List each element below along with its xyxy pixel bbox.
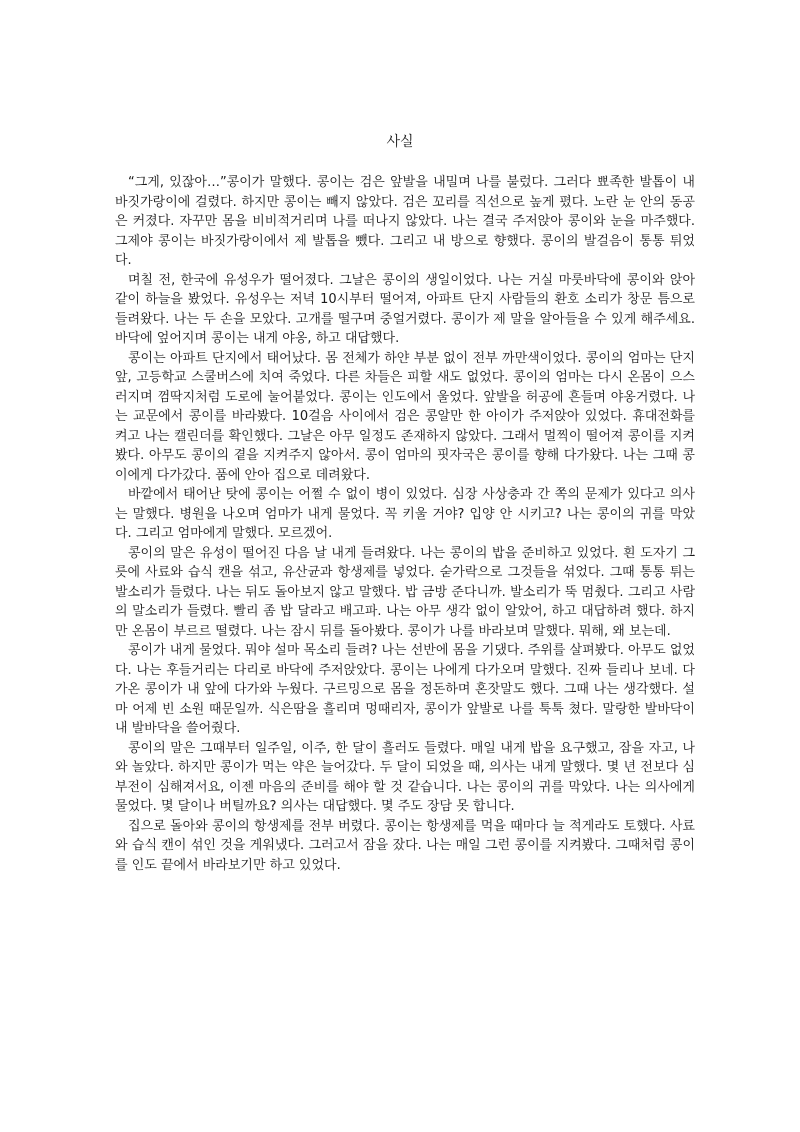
paragraph-8: 집으로 돌아와 콩이의 항생제를 전부 버렸다. 콩이는 항생제를 먹을 때마다 늘 적게라도 토했다. 사료와 습식 캔이 섞인 것을 게워냈다. 그러고서 잠을 잤다. 나는 매일 그런 콩이를 지켜봤다. 그때처럼 콩이를 인도 끝에서 바라보기만 하고 있었다.: [115, 818, 695, 873]
paragraph-1: “그게, 있잖아…”콩이가 말했다. 콩이는 검은 앞발을 내밀며 나를 불렀다. 그러다 뾰족한 발톱이 내 바짓가랑이에 걸렸다. 하지만 콩이는 빼지 않았다. 검은 꼬리를 직선으로 높게 폈다. 노란 눈 안의 동공은 커졌다. 자꾸만 몸을 비비적거리며 나를 떠나지 않았다. 나는 결국 주저앉아 콩이와 눈을 마주했다. 그제야 콩이는 바짓가랑이에서 제 발톱을 뺐다. 그리고 내 방으로 향했다. 콩이의 발걸음이 통통 튀었다.: [115, 175, 695, 268]
paragraph-3: 콩이는 아파트 단지에서 태어났다. 몸 전체가 하얀 부분 없이 전부 까만색이었다. 콩이의 엄마는 단지 앞, 고등학교 스쿨버스에 치여 죽었다. 다른 차들은 피할 새도 없었다. 콩이의 엄마는 다시 온몸이 으스러지며 껌딱지처럼 도로에 눌어붙었다. 콩이는 인도에서 울었다. 앞발을 허공에 흔들며 야옹거렸다. 나는 교문에서 콩이를 바라봤다. 10걸음 사이에서 검은 콩알만 한 아이가 주저앉아 있었다. 휴대전화를 켜고 나는 캘린더를 확인했다. 그날은 아무 일정도 존재하지 않았다. 그래서 멀찍이 떨어져 콩이를 지켜봤다. 아무도 콩이의 곁을 지켜주지 않아서. 콩이 엄마의 핏자국은 콩이를 향해 다가왔다. 나는 그때 콩이에게 다가갔다. 품에 안아 집으로 데려왔다.: [115, 350, 695, 483]
paragraph-4: 바깥에서 태어난 탓에 콩이는 어쩔 수 없이 병이 있었다. 심장 사상충과 간 쪽의 문제가 있다고 의사는 말했다. 병원을 나오며 엄마가 내게 물었다. 꼭 키울 거야? 입양 안 시키고? 나는 콩이의 귀를 막았다. 그리고 엄마에게 말했다. 모르겠어.: [115, 487, 695, 541]
document-title: 사실: [386, 134, 414, 150]
paragraph-2: 며칠 전, 한국에 유성우가 떨어졌다. 그날은 콩이의 생일이었다. 나는 거실 마룻바닥에 콩이와 앉아 같이 하늘을 봤었다. 유성우는 저녁 10시부터 떨어져, 아파트 단지 사람들의 환호 소리가 창문 틈으로 들려왔다. 나는 두 손을 모았다. 고개를 떨구며 중얼거렸다. 콩이가 제 말을 알아들을 수 있게 해주세요. 바닥에 엎어지며 콩이는 내게 야옹, 하고 대답했다.: [115, 272, 695, 346]
paragraph-5: 콩이의 말은 유성이 떨어진 다음 날 내게 들려왔다. 나는 콩이의 밥을 준비하고 있었다. 흰 도자기 그릇에 사료와 습식 캔을 섞고, 유산균과 항생제를 넣었다. 숟가락으로 그것들을 섞었다. 그때 통통 튀는 발소리가 들렸다. 나는 뒤도 돌아보지 않고 말했다. 밥 금방 준다니까. 발소리가 뚝 멈췄다. 그리고 사람의 말소리가 들렸다. 빨리 좀 밥 달라고 배고파. 나는 아무 생각 없이 알았어, 하고 대답하려 했다. 하지만 온몸이 부르르 떨렸다. 나는 잠시 뒤를 돌아봤다. 콩이가 나를 바라보며 말했다. 뭐해, 왜 보는데.: [115, 545, 695, 639]
paragraph-7: 콩이의 말은 그때부터 일주일, 이주, 한 달이 흘러도 들렸다. 매일 내게 밥을 요구했고, 잠을 자고, 나와 놀았다. 하지만 콩이가 먹는 약은 늘어갔다. 두 달이 되었을 때, 의사는 내게 말했다. 몇 년 전보다 심부전이 심해져서요, 이젠 마음의 준비를 해야 할 것 같습니다. 나는 콩이의 귀를 막았다. 나는 의사에게 물었다. 몇 달이나 버틸까요? 의사는 대답했다. 몇 주도 장담 못 합니다.: [115, 740, 695, 814]
document-body: [115, 173, 695, 875]
paragraph-6: 콩이가 내게 물었다. 뭐야 설마 목소리 들려? 나는 선반에 몸을 기댔다. 주위를 살펴봤다. 아무도 없었다. 나는 후들거리는 다리로 바닥에 주저앉았다. 콩이는 나에게 다가오며 말했다. 진짜 들리나 보네. 다가온 콩이가 내 앞에 다가와 누웠다. 구르밍으로 몸을 정돈하며 혼잣말도 했다. 그때 나는 생각했다. 설마 어제 빈 소원 때문일까. 식은땀을 흘리며 멍때리자, 콩이가 앞발로 나를 툭툭 쳤다. 말랑한 발바닥이 내 발바닥을 쓸어줬다.: [115, 643, 695, 736]
